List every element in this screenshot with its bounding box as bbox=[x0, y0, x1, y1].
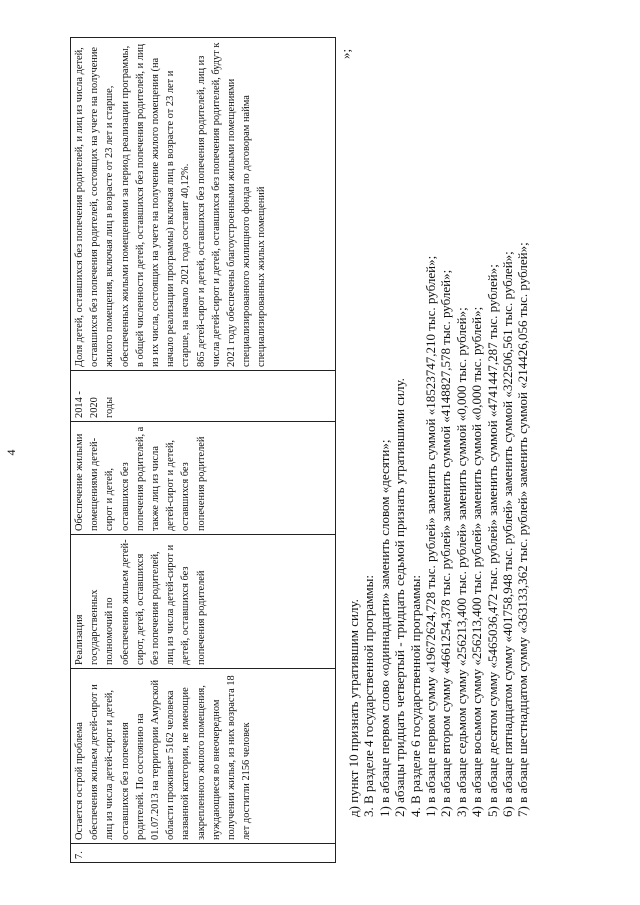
amendment-line: 4. В разделе 6 государственной программы: bbox=[407, 575, 423, 817]
page-number: 4 bbox=[4, 449, 18, 456]
amendment-line: 1) в абзаце первом сумму «19672624,728 тыс. рублей» заменить суммой «18523747,210 тыс. рублей»; bbox=[423, 255, 439, 817]
problem-cell: Остается острой проблема обеспечения жильем детей-сирот и лиц из числа детей-сирот и детей, оставшихся без попечения родителей. По состоянию на 01.07.2013 на территории Амурской области проживает 5162 человека названной категории, не имеющие закрепленного жилого помещения, нуждающиеся во внеочередном получении жилья, из них возраста 18 лет достигли 2156 человек bbox=[71, 669, 336, 844]
result-text-1: Доля детей, оставшихся без попечения родителей, и лиц из числа детей, оставшихся без попечения родителей, состоящих на учете на получение жилого помещения, включая лиц в возрасте от 23 лет и старше, обеспеченных жилыми помещениями за период реализации программы, в общей численности детей, оставшихся без попечения родителей, и лиц из их числа, состоящих на учете на получение жилого помещения (на начало реализации программы) включая лиц в возрасте от 23 лет и старше, на начало 2021 года составит 40,12%. bbox=[74, 43, 192, 367]
amendment-line: 6) в абзаце пятнадцатом сумму «401758,948 тыс. рублей» заменить суммой «322506,561 тыс. рублей»; bbox=[500, 251, 516, 817]
goal-cell: Обеспечение жилыми помещениями детей-сирот и детей, оставшихся без попечения родителей, а также лиц из числа детей-сирот и детей, оставшихся без попечения родителей bbox=[71, 422, 336, 535]
closing-quote: »; bbox=[338, 48, 353, 59]
row-number-cell: 7. bbox=[71, 844, 336, 863]
amendment-line: 1) в абзаце первом слово «одиннадцати» заменить словом «десяти»; bbox=[376, 439, 392, 817]
amendment-line: 4) в абзаце восьмом сумму «256213,400 тыс. рублей» заменить суммой «0,000 тыс. рублей»; bbox=[469, 306, 485, 817]
period-cell: 2014 - 2020 годы bbox=[71, 371, 336, 422]
result-text-2: 865 детей-сирот и детей, оставшихся без попечения родителей, лиц из числа детей-сирот и детей, оставшихся без попечения родителей, будут к 2021 году обеспечены благоустроенными жилыми помещениями специализированного жилищного фонда по договорам найма специализированных жилых помещений bbox=[195, 42, 268, 367]
amendments-text bbox=[346, 37, 531, 817]
amendment-line: д) пункт 10 признать утратившим силу. bbox=[346, 599, 361, 817]
table-row bbox=[71, 38, 336, 863]
result-cell bbox=[71, 38, 336, 371]
amendment-line: 3. В разделе 4 государственной программы: bbox=[361, 575, 377, 817]
amendment-line: 7) в абзаце шестнадцатом сумму «363133,362 тыс. рублей» заменить суммой «214426,056 тыс. рублей»; bbox=[515, 242, 531, 817]
amendment-line: 2) в абзаце втором сумму «4661254,378 тыс. рублей» заменить суммой «4148827,578 тыс. рублей»; bbox=[438, 269, 454, 817]
measure-cell: Реализация государственных полномочий по обеспечению жильем детей-сирот, детей, оставшихся без попечения родителей, лиц из числа детей-сирот и детей, оставшихся без попечения родителей bbox=[71, 535, 336, 669]
program-table bbox=[70, 37, 336, 863]
amendment-line: 2) абзацы тридцать четвертый - тридцать седьмой признать утратившими силу. bbox=[392, 378, 408, 817]
amendment-line: 3) в абзаце седьмом сумму «256213,400 тыс. рублей» заменить суммой «0,000 тыс. рублей»; bbox=[453, 307, 469, 817]
amendment-line: 5) в абзаце десятом сумму «5465036,472 тыс. рублей» заменить суммой «4741447,287 тыс. рублей»; bbox=[484, 264, 500, 817]
